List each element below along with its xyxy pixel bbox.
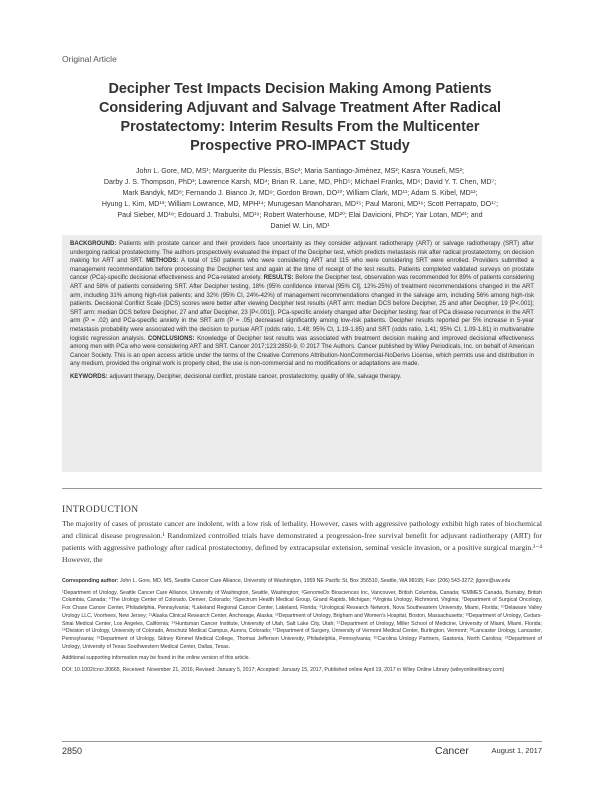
title-line: Decipher Test Impacts Decision Making Among Patients [108,81,492,97]
background-text: Patients with prostate cancer and their providers face uncertainty as they consider adjuvant radiotherapy (ART) or salvage radiotherapy (SRT) after undergoing radical prostatectomy. The authors prospectively evaluated the impact of the Decipher test, which predicts metastasis risk after radical prostatectomy, on decision making for ART and SRT. [70,241,534,265]
doi-line: DOI: 10.1002/cncr.30665, Received: November 21, 2016; Revised: January 5, 2017; Accepted: January 15, 2017, Published online April 19, 2017 in Wiley Online Library (wileyonlinelibrary.com) [62,667,505,674]
title-line: Considering Adjuvant and Salvage Treatment After Radical [99,100,501,116]
conclusions-text: Knowledge of Decipher test results was associated with treatment decision making and improved decisional effectiveness among men with PCa who were considering ART and SRT. Cancer 2017;123:2850-9. © 2017 The Authors. Cancer published by Wiley Periodicals, Inc. on behalf of American Cancer Society. This is an open access article under the terms of the Creative Commons Attribution-NonCommercial-NoDerivs License, which permits use and distribution in any medium, provided the original work is properly cited, the use is non-commercial and no modifications or adaptations are made. [70,335,534,368]
abstract-text [70,240,534,369]
corresponding-label: Corresponding author: [62,578,119,584]
keywords [70,373,534,382]
author-line: Daniel W. Lin, MD¹ [270,221,330,230]
footer-divider [62,741,542,742]
background-label: BACKGROUND: [70,241,117,247]
footnotes [62,578,542,679]
section-divider [62,488,542,489]
corresponding-text: John L. Gore, MD, MS, Seattle Cancer Care Alliance, University of Washington, 1959 NE Pacific St, Box 356510, Seattle, WA 98195; Fax: (206) 543-3272; jlgore@uw.edu [119,578,511,584]
page-number: 2850 [62,746,83,756]
abstract-box [62,235,542,472]
intro-heading: INTRODUCTION [62,505,139,515]
results-text: Before the Decipher test, observation was recommended for 89% of patients considering ART and 58% of patients considering SRT. After Decipher testing, 18% (95% confidence interval [95% CI], 12%-25%) of treatment recommendations changed in the ART arm, including 31% among high-risk patients; and 32% (95% CI, 24%-42%) of management recommendations changed in the salvage arm, including 56% among high-risk patients. Decisional Conflict Scale (DCS) scores were better after viewing Decipher test results (ART arm: median DCS before Decipher, 25 and after Decipher, 19 [P<.001]; SRT arm: median DCS before Decipher, 27 and after Decipher, 23 [P<.001]). PCa-specific anxiety changed after Decipher testing; fear of PCa disease recurrence in the ART arm (P = .02) and PCa-specific anxiety in the SRT arm (P = .05) decreased significantly among low-risk patients. Decipher results reported per 5% increase in 5-year metastasis probability were associated with the decision to pursue ART (odds ratio, 1.48; 95% CI, 1.19-1.85) and SRT (odds ratio, 1.41; 95% CI, 1.09-1.81) in multivariable logistic regression analysis. [70,275,534,342]
conclusions-label: CONCLUSIONS: [147,335,195,342]
author-line: Hyung L. Kim, MD¹³; William Lowrance, MD, MPH¹⁴; Murugesan Manoharan, MD¹⁵; Paul Maroni, MD¹⁶; Scott Perrapato, DO¹⁷; [101,199,499,208]
author-line: Paul Sieber, MD¹⁸; Edouard J. Trabulsi, MD¹⁹; Robert Waterhouse, MD²⁰; Elai Davicioni, PhD²; Yair Lotan, MD²¹; and [117,210,483,219]
author-line: Mark Bandyk, MD⁸; Fernando J. Bianco Jr, MD⁹; Gordon Brown, DO¹⁰; William Clark, MD¹¹; Adam S. Kibel, MD¹²; [122,188,478,197]
methods-text: A total of 150 patients who were considering ART and 115 who were considering SRT were enrolled. Providers submitted a management recommendation before processing the Decipher test and again at the time of receipt of the test results. Patients completed validated surveys on prostate cancer (PCa)-specific decisional effectiveness and PCa-related anxiety. [70,258,534,282]
journal-name: Cancer [435,745,469,757]
author-line: John L. Gore, MD, MS¹; Marguerite du Plessis, BSc²; Maria Santiago-Jiménez, MS²; Kasra Yousefi, MS²; [135,167,464,175]
results-label: RESULTS: [263,275,294,282]
author-list [62,166,538,231]
author-line: Darby J. S. Thompson, PhD³; Lawrence Karsh, MD⁴; Brian R. Lane, MD, PhD⁵; Michael Franks, MD⁶; David Y. T. Chen, MD⁷; [103,177,497,186]
intro-paragraph: The majority of cases of prostate cancer are indolent, with a low risk of lethality. However, cases with aggressive pathology exhibit high rates of biochemical and clinical disease progression.¹ Randomized controlled trials have demonstrated a progression-free survival benefit for adjuvant radiotherapy (ART) for patients with aggressive pathology after radical prostatectomy, defined by extracapsular extension, seminal vesicle invasion, or a positive surgical margin.²⁻⁴ However, the [62,519,542,564]
supporting-info: Additional supporting information may be found in the online version of this article. [62,655,251,662]
keywords-text: adjuvant therapy, Decipher, decisional conflict, prostate cancer, prostatectomy, quality of life, salvage therapy. [109,373,402,380]
methods-label: METHODS: [146,258,179,265]
title-line: Prostatectomy: Interim Results From the Multicenter [120,119,480,135]
issue-date: August 1, 2017 [491,746,542,755]
title-line: Prospective PRO-IMPACT Study [190,138,410,154]
affiliations: ¹Department of Urology, Seattle Cancer Care Alliance, University of Washington, Seattle, Washington; ²GenomeDx Biosciences Inc, Vancouver, British Columbia, Canada; ³EMMES Canada, Burnaby, British Columbia, Canada; ⁴The Urology Center of Colorado, Denver, Colorado; ⁵Spectrum Health Medical Group, Grand Rapids, Michigan; ⁶Virginia Urology, Richmond, Virginia; ⁷Department of Surgical Oncology, Fox Chase Cancer Center, Philadelphia, Pennsylvania; ⁸Lakeland Regional Cancer Center, Lakeland, Florida; ⁹Urological Research Network, Nova Southeastern University, Miami, Florida; ¹⁰Delaware Valley Urology LLC, Voorhees, New Jersey; ¹¹Alaska Clinical Research Center, Anchorage, Alaska; ¹²Department of Urology, Brigham and Women's Hospital, Boston, Massachusetts; ¹³Department of Urology, Cedars-Sinai Medical Center, Los Angeles, California; ¹⁴Huntsman Cancer Institute, University of Utah, Salt Lake City, Utah; ¹⁵Department of Urology, Miller School of Medicine, University of Miami, Miami, Florida; ¹⁶Division of Urology, University of Colorado, Anschutz Medical Campus, Aurora, Colorado; ¹⁷Department of Surgery, University of Vermont Medical Center, Burlington, Vermont; ¹⁸Lancaster Urology, Lancaster, Pennsylvania; ¹⁹Department of Urology, Sidney Kimmel Medical College, Thomas Jefferson University, Philadelphia, Pennsylvania; ²⁰Carolina Urology Partners, Gastonia, North Carolina; ²¹Department of Urology, University of Texas Southwestern Medical Center, Dallas, Texas. [62,589,542,650]
corresponding-author [62,578,542,586]
article-title [62,80,538,156]
section-label: Original Article [62,54,117,64]
keywords-label: KEYWORDS: [70,373,108,380]
